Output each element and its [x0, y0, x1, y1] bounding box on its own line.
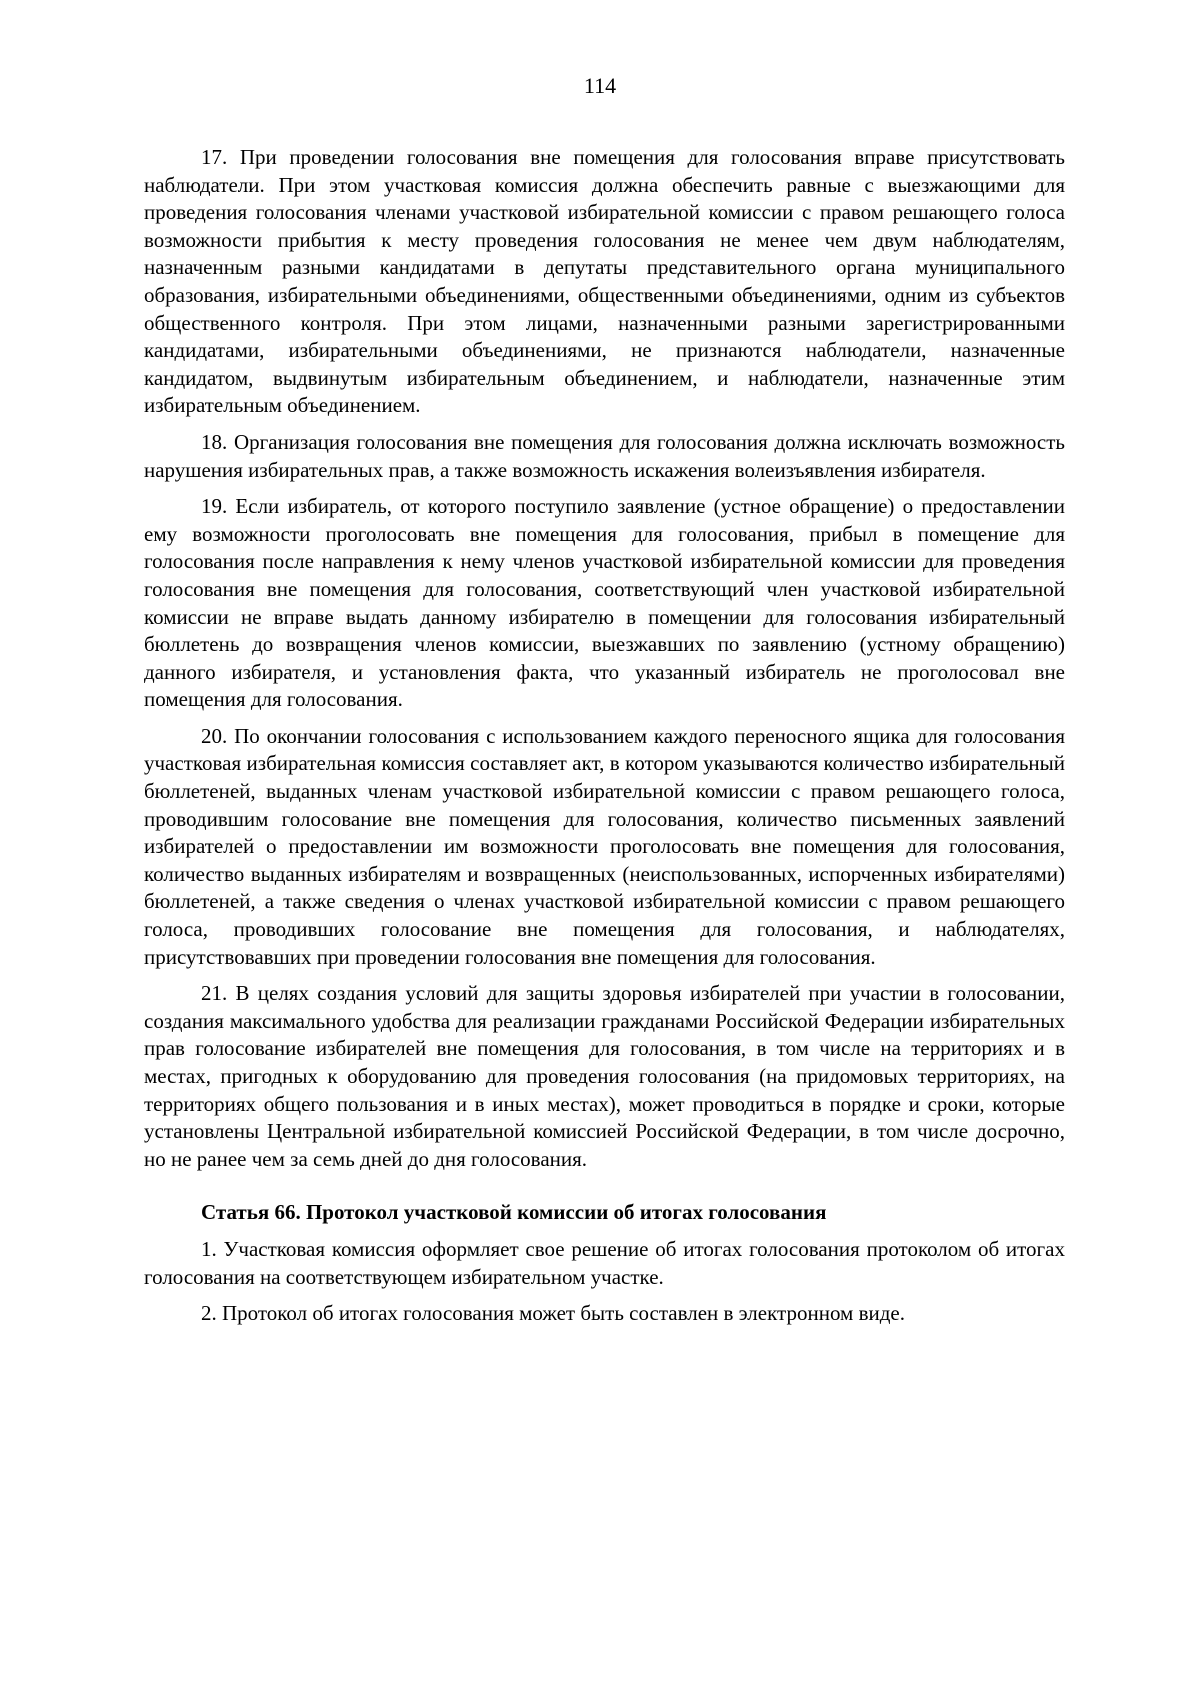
document-body: [144, 144, 1065, 1337]
paragraph-21: 21. В целях создания условий для защиты здоровья избирателей при участии в голосовании, создания максимального удобства для реализации гражданами Российской Федерации избирательных прав голосование избирателей вне помещения для голосования, в том числе на территориях и в местах, пригодных к оборудованию для проведения голосования (на придомовых территориях, на территориях общего пользования и в иных местах), может проводиться в порядке и сроки, которые установлены Центральной избирательной комиссией Российской Федерации, в том числе досрочно, но не ранее чем за семь дней до дня голосования.: [144, 981, 1065, 1171]
article-heading: Статья 66. Протокол участковой комиссии об итогах голосования: [201, 1200, 827, 1225]
paragraph-17: 17. При проведении голосования вне помещения для голосования вправе присутствовать наблюдатели. При этом участковая комиссия должна обеспечить равные с выезжающими для проведения голосования членами участковой избирательной комиссии с правом решающего голоса возможности прибытия к месту проведения голосования не менее чем двум наблюдателям, назначенным разными кандидатами в депутаты представительного органа муниципального образования, избирательными объединениями, общественными объединениями, одним из субъектов общественного контроля. При этом лицами, назначенными разными зарегистрированными кандидатами, избирательными объединениями, не признаются наблюдатели, назначенные кандидатом, выдвинутым избирательным объединением, и наблюдатели, назначенные этим избирательным объединением.: [144, 145, 1065, 418]
paragraph-18: 18. Организация голосования вне помещения для голосования должна исключать возможность нарушения избирательных прав, а также возможность искажения волеизъявления избирателя.: [144, 429, 1065, 482]
article-paragraph-1: 1. Участковая комиссия оформляет свое решение об итогах голосования протоколом об итогах голосования на соответствующем избирательном участке.: [144, 1236, 1065, 1289]
page-number: 114: [583, 73, 617, 98]
article-paragraph-2: 2. Протокол об итогах голосования может быть составлен в электронном виде.: [201, 1301, 905, 1326]
paragraph-20: 20. По окончании голосования с использованием каждого переносного ящика для голосования участковая избирательная комиссия составляет акт, в котором указываются количество избирательный бюллетеней, выданных членам участковой избирательной комиссии с правом решающего голоса, проводившим голосование вне помещения для голосования, количество письменных заявлений избирателей о предоставлении им возможности проголосовать вне помещения для голосования, количество выданных избирателям и возвращенных (неиспользованных, испорченных избирателями) бюллетеней, а также сведения о членах участковой избирательной комиссии с правом решающего голоса, проводивших голосование вне помещения для голосования, и наблюдателях, присутствовавших при проведении голосования вне помещения для голосования.: [144, 723, 1065, 969]
paragraph-19: 19. Если избиратель, от которого поступило заявление (устное обращение) о предоставлении ему возможности проголосовать вне помещения для голосования, прибыл в помещение для голосования после направления к нему членов участковой избирательной комиссии для проведения голосования вне помещения для голосования, соответствующий член участковой избирательной комиссии не вправе выдать данному избирателю в помещении для голосования избирательный бюллетень до возвращения членов комиссии, выезжавших по заявлению (устному обращению) данного избирателя, и установления факта, что указанный избиратель не проголосовал вне помещения для голосования.: [144, 494, 1065, 712]
